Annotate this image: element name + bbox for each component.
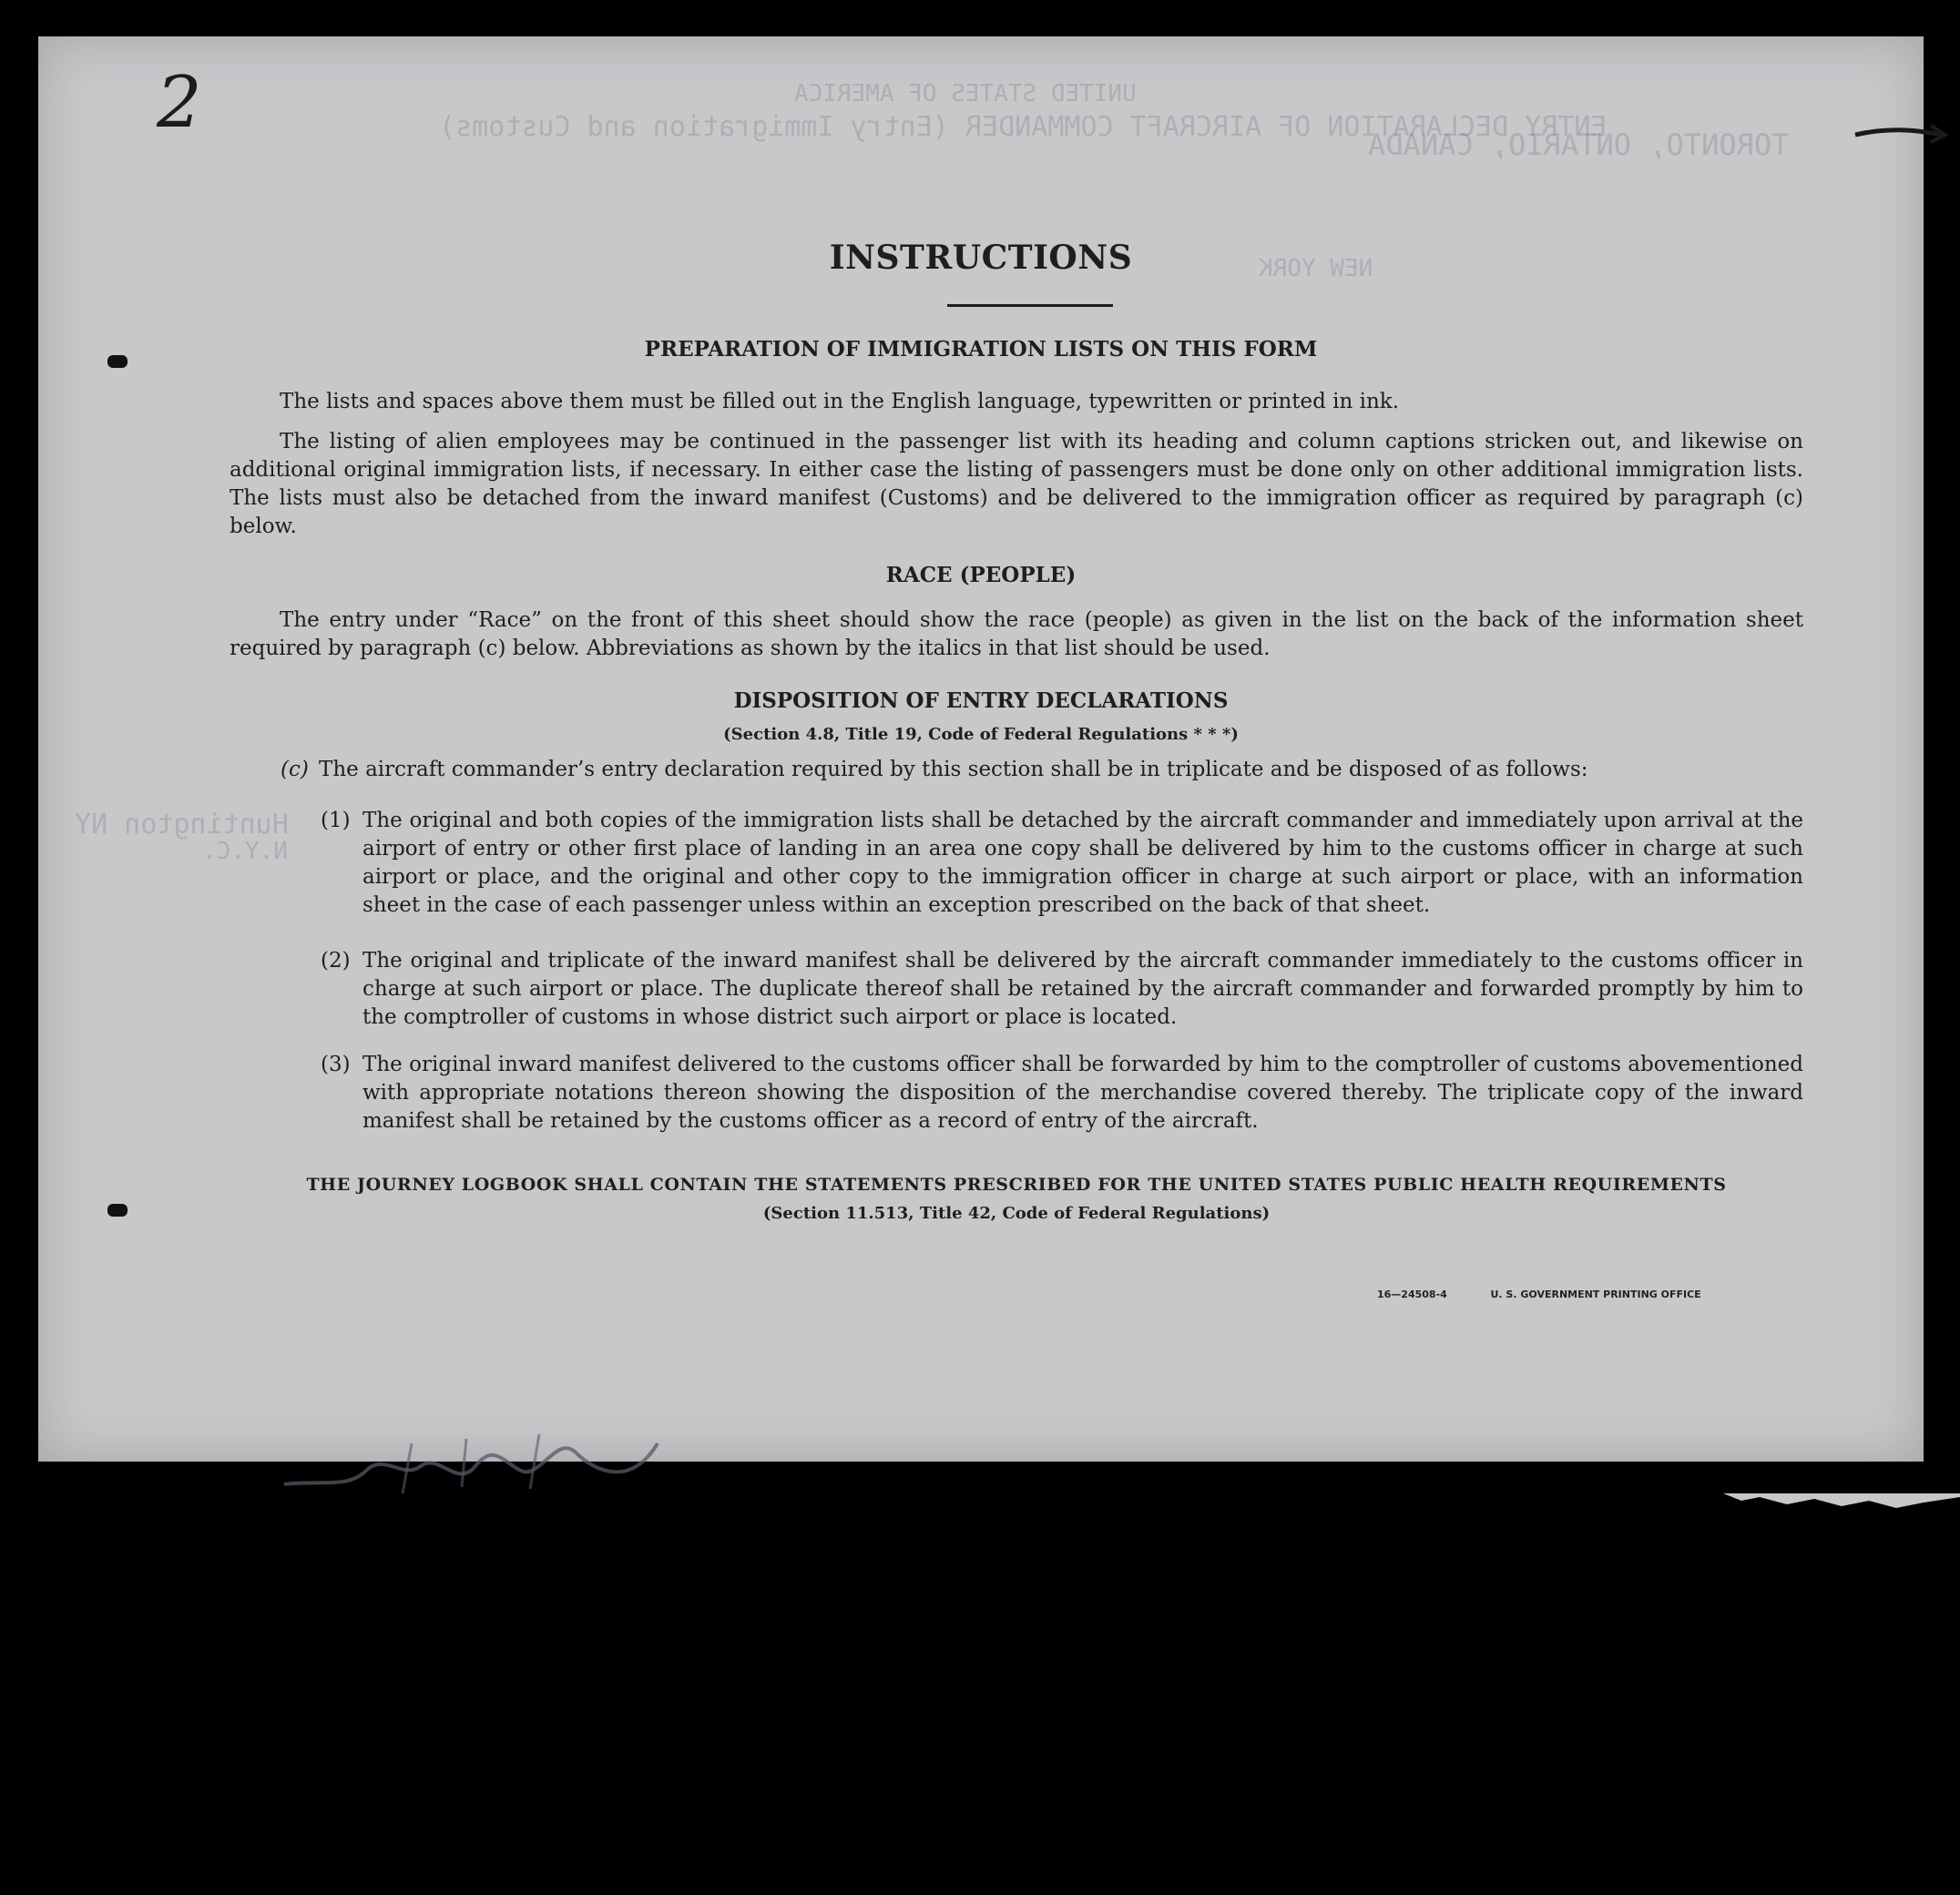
public-health-citation: (Section 11.513, Title 42, Code of Federal Regulations) [762, 1204, 1271, 1223]
bleed-through-text: NEW YORK [1259, 255, 1373, 282]
item-text: The original and both copies of the immigration lists shall be detached by the aircraft commander and immediately upon arrival at the airport of entry or other first place of landing in an area one copy shall be delivered by him to the customs officer in charge at such airport or place, and the original and other copy to the immigration officer in charge at such airport or place, with an information sheet in the case of each passenger unless within an exception prescribed on the back of that sheet. [362, 809, 1803, 917]
race-paragraph: The entry under “Race” on the front of this sheet should show the race (people) as given in the list on the back of the information sheet required by paragraph (c) below. Abbreviations as shown by the italics in that list should be used. [230, 608, 1803, 660]
title-underline [947, 304, 1113, 307]
intro-label: (c) [281, 758, 309, 781]
page-title: INSTRUCTIONS [829, 239, 1133, 277]
disposition-intro [281, 756, 1803, 784]
punch-hole-mark [107, 1204, 128, 1217]
item-number: (2) [321, 949, 351, 973]
disposition-item [321, 807, 1803, 920]
disposition-citation: (Section 4.8, Title 19, Code of Federal Regulations * * *) [723, 725, 1239, 744]
bleed-through-text: Huntington NY [75, 809, 289, 841]
item-text: The original and triplicate of the inward manifest shall be delivered by the aircraft commander immediately to the customs officer in charge at such airport or place. The duplicate thereof shall be retained by the aircraft commander and forwarded promptly by him to the comptroller of customs in whose district such airport or place is located. [362, 949, 1803, 1029]
bleed-through-text: N.Y.C. [202, 838, 288, 865]
item-number: (1) [321, 809, 351, 832]
preparation-paragraph-1: The lists and spaces above them must be filled out in the English language, typewritten or printed in ink. [280, 390, 1400, 413]
signature-bleed-through [266, 1416, 685, 1507]
preparation-paragraph-2: The listing of alien employees may be continued in the passenger list with its heading and column captions stricken out, and likewise on additional original immigration lists, if necessary. In either case the listing of passengers must be done only on other additional immigration lists. The lists must also be detached from the inward manifest (Customs) and be delivered to the immigration officer as required by paragraph (c) below. [230, 430, 1803, 538]
bleed-through-text: ENTRY DECLARATION OF AIRCRAFT COMMANDER (Entry Immigration and Customs) [439, 111, 1608, 143]
intro-text: The aircraft commander’s entry declaration required by this section shall be in triplicate and be disposed of as follows: [319, 758, 1588, 781]
punch-hole-mark [107, 355, 128, 368]
section-heading-preparation: PREPARATION OF IMMIGRATION LISTS ON THIS FORM [644, 337, 1318, 362]
item-number: (3) [321, 1053, 351, 1076]
handwritten-page-number: 2 [157, 62, 202, 144]
printing-office-imprint [1377, 1289, 1701, 1300]
item-text: The original inward manifest delivered to the customs officer shall be forwarded by him to the comptroller of customs abovementioned with appropriate notations thereon showing the disposition of the merchandise covered thereby. The triplicate copy of the inward manifest shall be retained by the customs officer as a record of entry of the aircraft. [362, 1053, 1803, 1133]
bleed-through-text: TORONTO, ONTARIO, CANADA [1368, 127, 1790, 162]
arrow-mark-icon [1851, 118, 1951, 146]
printer-name: U. S. GOVERNMENT PRINTING OFFICE [1490, 1289, 1701, 1300]
bleed-through-text: UNITED STATES OF AMERICA [794, 80, 1137, 107]
torn-paper-edge [1723, 1493, 1960, 1512]
section-heading-race: RACE (PEOPLE) [885, 563, 1077, 587]
disposition-item [321, 947, 1803, 1032]
form-code: 16—24508-4 [1377, 1289, 1447, 1300]
disposition-item [321, 1051, 1803, 1136]
section-heading-disposition: DISPOSITION OF ENTRY DECLARATIONS [733, 688, 1229, 713]
public-health-statement: THE JOURNEY LOGBOOK SHALL CONTAIN THE STATEMENTS PRESCRIBED FOR THE UNITED STATES PUBLIC HEALTH REQUIREMENTS [306, 1175, 1727, 1195]
document-sheet [38, 36, 1924, 1462]
